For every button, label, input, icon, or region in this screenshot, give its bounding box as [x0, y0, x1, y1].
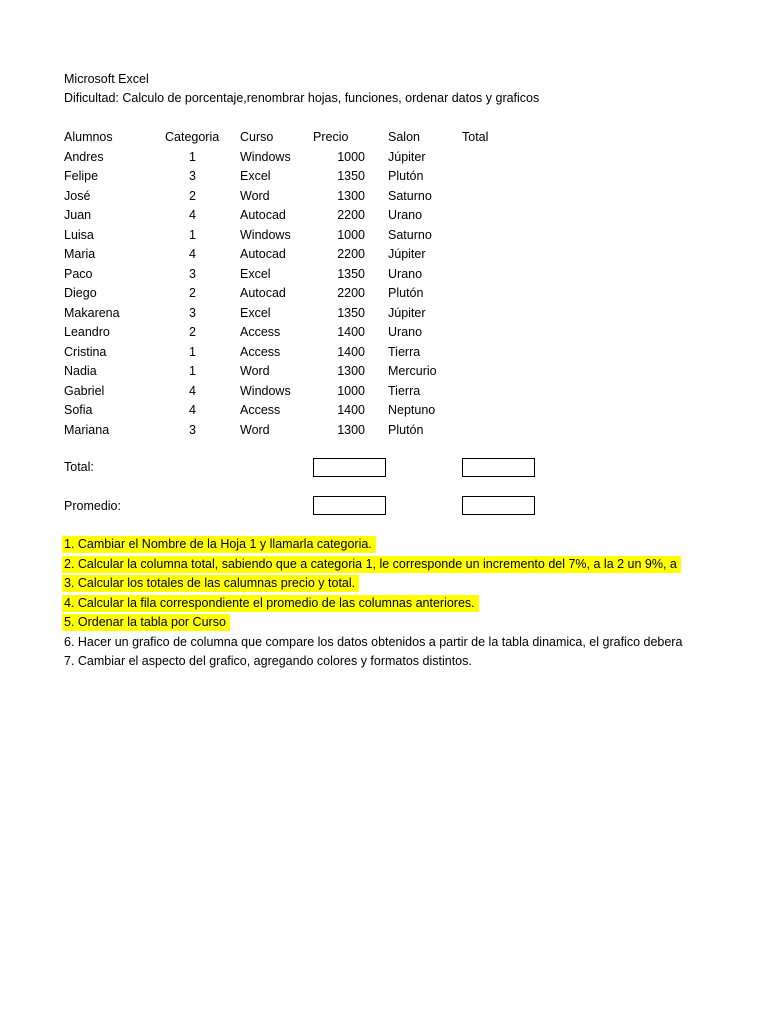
curso-cell[interactable]: Windows: [240, 149, 291, 164]
curso-cell[interactable]: Windows: [240, 227, 291, 242]
header-categoria[interactable]: Categoria: [165, 130, 220, 144]
alumno-cell[interactable]: Diego: [64, 286, 97, 300]
curso-cell[interactable]: Access: [240, 344, 281, 359]
salon-cell[interactable]: Neptuno: [388, 403, 436, 417]
salon-cell[interactable]: Urano: [388, 266, 423, 281]
curso-cell[interactable]: Excel: [240, 305, 271, 320]
precio-cell[interactable]: 1000: [337, 149, 365, 164]
total-label: Total:: [64, 460, 94, 474]
instruction-item: [62, 613, 686, 633]
precio-cell[interactable]: 1000: [337, 227, 365, 242]
instruction-item: [62, 594, 686, 614]
header-total[interactable]: Total: [462, 130, 489, 144]
categoria-cell[interactable]: 3: [189, 422, 196, 437]
categoria-cell[interactable]: 3: [189, 305, 196, 320]
salon-cell[interactable]: Urano: [388, 325, 423, 339]
salon-cell[interactable]: Plutón: [388, 422, 424, 437]
precio-cell[interactable]: 2200: [337, 286, 365, 300]
salon-cell[interactable]: Júpiter: [388, 247, 426, 261]
salon-cell[interactable]: Tierra: [388, 344, 421, 359]
instruction-text: 2. Calcular la columna total, sabiendo que a categoria 1, le corresponde un incremento del 7%, a la 2 un 9%, a: [62, 556, 681, 573]
table-row: [0, 208, 700, 227]
alumno-cell[interactable]: Nadia: [64, 364, 97, 378]
average-total-cell[interactable]: [462, 496, 535, 515]
salon-cell[interactable]: Plutón: [388, 286, 424, 300]
salon-cell[interactable]: Plutón: [388, 169, 424, 183]
categoria-cell[interactable]: 1: [189, 227, 196, 242]
precio-cell[interactable]: 1300: [337, 364, 365, 378]
categoria-cell[interactable]: 4: [189, 403, 196, 417]
curso-cell[interactable]: Word: [240, 364, 270, 378]
instructions-list: [62, 535, 686, 672]
alumno-cell[interactable]: Maria: [64, 247, 96, 261]
salon-cell[interactable]: Saturno: [388, 227, 432, 242]
average-label: Promedio:: [64, 499, 121, 513]
table-row: [0, 169, 700, 188]
table-row: [0, 150, 700, 169]
table-row: [0, 306, 700, 325]
instruction-text: 5. Ordenar la tabla por Curso: [62, 614, 230, 631]
curso-cell[interactable]: Autocad: [240, 247, 286, 261]
curso-cell[interactable]: Word: [240, 188, 270, 203]
alumno-cell[interactable]: Paco: [64, 266, 93, 281]
table-row: [0, 384, 700, 403]
instruction-text: 7. Cambiar el aspecto del grafico, agregando colores y formatos distintos.: [64, 654, 472, 668]
alumno-cell[interactable]: Gabriel: [64, 383, 105, 398]
precio-cell[interactable]: 2200: [337, 208, 365, 222]
categoria-cell[interactable]: 4: [189, 383, 196, 398]
table-row: [0, 228, 700, 247]
table-row: [0, 325, 700, 344]
salon-cell[interactable]: Saturno: [388, 188, 432, 203]
instruction-text: 1. Cambiar el Nombre de la Hoja 1 y llamarla categoria.: [62, 536, 376, 553]
curso-cell[interactable]: Excel: [240, 266, 271, 281]
categoria-cell[interactable]: 4: [189, 208, 196, 222]
curso-cell[interactable]: Autocad: [240, 286, 286, 300]
precio-cell[interactable]: 2200: [337, 247, 365, 261]
instruction-item: [62, 574, 686, 594]
alumno-cell[interactable]: José: [64, 188, 91, 203]
table-row: [0, 364, 700, 383]
categoria-cell[interactable]: 4: [189, 247, 196, 261]
instruction-item: [62, 633, 686, 653]
salon-cell[interactable]: Júpiter: [388, 305, 426, 320]
instruction-item: [62, 652, 686, 672]
precio-cell[interactable]: 1300: [337, 422, 365, 437]
table-row: [0, 286, 700, 305]
categoria-cell[interactable]: 3: [189, 266, 196, 281]
header-salon[interactable]: Salon: [388, 130, 420, 144]
header-curso[interactable]: Curso: [240, 130, 274, 144]
curso-cell[interactable]: Word: [240, 422, 270, 437]
table-row: [0, 345, 700, 364]
categoria-cell[interactable]: 2: [189, 286, 196, 300]
table-header-row: [0, 130, 700, 149]
header-alumnos[interactable]: Alumnos: [64, 130, 113, 144]
instruction-item: [62, 535, 686, 555]
categoria-cell[interactable]: 1: [189, 344, 196, 359]
categoria-cell[interactable]: 3: [189, 169, 196, 183]
precio-cell[interactable]: 1350: [337, 266, 365, 281]
instruction-text: 3. Calcular los totales de las calumnas precio y total.: [62, 575, 359, 592]
salon-cell[interactable]: Júpiter: [388, 149, 426, 164]
salon-cell[interactable]: Urano: [388, 208, 423, 222]
precio-cell[interactable]: 1000: [337, 383, 365, 398]
alumno-cell[interactable]: Luisa: [64, 227, 94, 242]
precio-cell[interactable]: 1400: [337, 344, 365, 359]
precio-cell[interactable]: 1400: [337, 325, 365, 339]
alumno-cell[interactable]: Juan: [64, 208, 92, 222]
precio-cell[interactable]: 1350: [337, 169, 365, 183]
alumno-cell[interactable]: Sofia: [64, 403, 93, 417]
instruction-text: 4. Calcular la fila correspondiente el promedio de las columnas anteriores.: [62, 595, 479, 612]
precio-cell[interactable]: 1350: [337, 305, 365, 320]
header-precio[interactable]: Precio: [313, 130, 349, 144]
document-subtitle: Dificultad: Calculo de porcentaje,renombrar hojas, funciones, ordenar datos y graficos: [64, 91, 540, 105]
alumno-cell[interactable]: Cristina: [64, 344, 107, 359]
categoria-cell[interactable]: 2: [189, 325, 196, 339]
categoria-cell[interactable]: 1: [189, 149, 196, 164]
salon-cell[interactable]: Tierra: [388, 383, 421, 398]
table-row: [0, 267, 700, 286]
total-total-cell[interactable]: [462, 458, 535, 477]
alumno-cell[interactable]: Mariana: [64, 422, 110, 437]
document-title: Microsoft Excel: [64, 72, 149, 86]
categoria-cell[interactable]: 1: [189, 364, 196, 378]
instruction-text: 6. Hacer un grafico de columna que compare los datos obtenidos a partir de la tabla dinamica, el grafico debera: [64, 634, 683, 649]
alumno-cell[interactable]: Felipe: [64, 169, 99, 183]
curso-cell[interactable]: Autocad: [240, 208, 286, 222]
alumno-cell[interactable]: Makarena: [64, 305, 120, 320]
salon-cell[interactable]: Mercurio: [388, 364, 437, 378]
curso-cell[interactable]: Access: [240, 325, 281, 339]
table-row: [0, 403, 700, 422]
instruction-item: [62, 555, 686, 575]
precio-cell[interactable]: 1300: [337, 188, 365, 203]
curso-cell[interactable]: Windows: [240, 383, 291, 398]
curso-cell[interactable]: Access: [240, 403, 281, 417]
precio-cell[interactable]: 1400: [337, 403, 365, 417]
table-row: [0, 189, 700, 208]
total-precio-cell[interactable]: [313, 458, 386, 477]
table-row: [0, 423, 700, 442]
categoria-cell[interactable]: 2: [189, 188, 196, 203]
curso-cell[interactable]: Excel: [240, 169, 271, 183]
alumno-cell[interactable]: Leandro: [64, 325, 110, 339]
table-row: [0, 247, 700, 266]
alumno-cell[interactable]: Andres: [64, 149, 104, 164]
average-precio-cell[interactable]: [313, 496, 386, 515]
